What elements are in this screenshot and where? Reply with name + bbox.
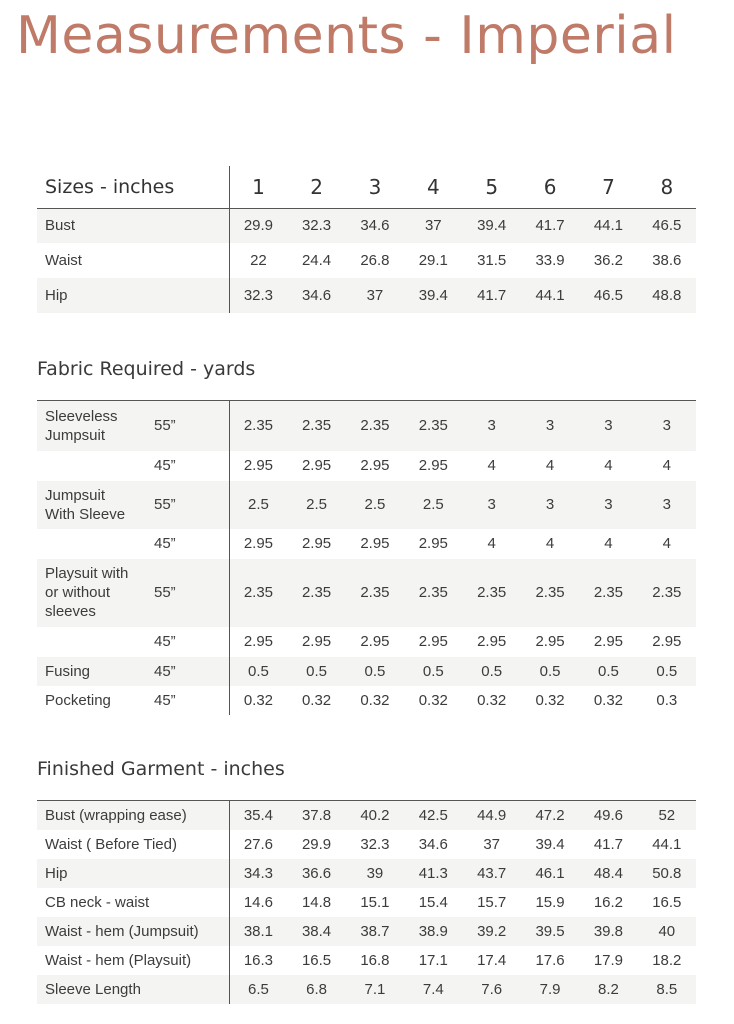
cell-value: 17.4 bbox=[477, 951, 507, 969]
cell-value: 46.5 bbox=[638, 208, 696, 243]
cell-value: 34.6 bbox=[418, 835, 448, 853]
cell-value: 16.5 bbox=[652, 893, 682, 911]
fabric-width: 45” bbox=[146, 686, 229, 715]
fabric-width: 45” bbox=[146, 451, 229, 481]
cell-value: 34.3 bbox=[229, 859, 287, 888]
table-row bbox=[37, 830, 696, 859]
cell-value: 0.5 bbox=[579, 657, 637, 686]
table-row bbox=[37, 946, 696, 975]
row-label: Playsuit with or without sleeves bbox=[37, 559, 146, 627]
cell-value: 32.3 bbox=[287, 208, 345, 243]
cell-value: 0.32 bbox=[593, 691, 624, 709]
cell-value: 4 bbox=[604, 457, 613, 474]
cell-value: 41.7 bbox=[593, 835, 624, 853]
cell-value: 2.35 bbox=[346, 401, 404, 451]
cell-value: 3 bbox=[579, 481, 637, 529]
cell-value: 7.6 bbox=[463, 975, 521, 1004]
cell-value: 3 bbox=[463, 401, 521, 451]
cell-value: 14.8 bbox=[301, 893, 332, 911]
table-row bbox=[37, 859, 696, 888]
cell-value: 39.2 bbox=[463, 917, 521, 946]
cell-value: 0.5 bbox=[287, 657, 345, 686]
cell-value: 29.9 bbox=[229, 208, 287, 243]
cell-value: 15.9 bbox=[535, 893, 565, 911]
page-title: Measurements - Imperial bbox=[16, 6, 677, 66]
cell-value: 0.32 bbox=[535, 691, 565, 709]
table-row bbox=[37, 801, 696, 830]
table-row bbox=[37, 481, 696, 529]
table-row bbox=[37, 657, 696, 686]
table-row bbox=[37, 529, 696, 559]
fabric-width: 55” bbox=[146, 401, 229, 451]
row-label bbox=[37, 451, 146, 481]
cell-value: 2.35 bbox=[521, 559, 579, 627]
cell-value: 38.7 bbox=[346, 917, 404, 946]
cell-value: 2.95 bbox=[243, 457, 274, 474]
size-column-header: 1 bbox=[252, 174, 265, 199]
cell-value: 39.8 bbox=[579, 917, 637, 946]
cell-value: 2.35 bbox=[579, 559, 637, 627]
cell-value: 46.5 bbox=[579, 278, 637, 313]
row-label: Hip bbox=[37, 278, 229, 313]
cell-value: 46.1 bbox=[521, 859, 579, 888]
cell-value: 2.95 bbox=[360, 535, 390, 552]
cell-value: 2.95 bbox=[360, 633, 390, 650]
sizes-table bbox=[37, 166, 696, 313]
cell-value: 17.9 bbox=[593, 951, 624, 969]
row-label bbox=[37, 627, 146, 657]
size-column-header: 4 bbox=[426, 174, 440, 199]
cell-value: 2.95 bbox=[477, 633, 507, 650]
cell-value: 2.35 bbox=[287, 401, 345, 451]
cell-value: 4 bbox=[545, 457, 555, 474]
cell-value: 4 bbox=[662, 535, 671, 552]
cell-value: 40 bbox=[638, 917, 696, 946]
cell-value: 0.32 bbox=[301, 691, 332, 709]
cell-value: 39 bbox=[346, 859, 404, 888]
cell-value: 3 bbox=[638, 481, 696, 529]
cell-value: 16.5 bbox=[301, 951, 332, 969]
fabric-width: 55” bbox=[146, 481, 229, 529]
cell-value: 2.95 bbox=[593, 633, 624, 650]
cell-value: 2.35 bbox=[229, 401, 287, 451]
cell-value: 18.2 bbox=[652, 951, 682, 969]
cell-value: 4 bbox=[604, 535, 613, 552]
cell-value: 15.1 bbox=[360, 893, 390, 911]
cell-value: 24.4 bbox=[301, 252, 332, 269]
cell-value: 0.32 bbox=[418, 691, 448, 709]
cell-value: 41.3 bbox=[404, 859, 462, 888]
cell-value: 37 bbox=[346, 278, 404, 313]
cell-value: 14.6 bbox=[243, 893, 274, 911]
size-column-header: 5 bbox=[485, 174, 499, 199]
cell-value: 2.35 bbox=[346, 559, 404, 627]
cell-value: 4 bbox=[662, 457, 671, 474]
row-label: Sleeveless Jumpsuit bbox=[37, 401, 146, 451]
cell-value: 52 bbox=[638, 801, 696, 830]
cell-value: 3 bbox=[521, 481, 579, 529]
cell-value: 37.8 bbox=[287, 801, 345, 830]
cell-value: 2.95 bbox=[535, 633, 565, 650]
table-row bbox=[37, 278, 696, 313]
row-label: Waist - hem (Jumpsuit) bbox=[37, 917, 229, 946]
row-label: Waist ( Before Tied) bbox=[37, 830, 229, 859]
fabric-width: 45” bbox=[146, 529, 229, 559]
finished-table bbox=[37, 800, 696, 1004]
row-label: Waist - hem (Playsuit) bbox=[37, 946, 229, 975]
cell-value: 2.35 bbox=[287, 559, 345, 627]
row-label: CB neck - waist bbox=[37, 888, 229, 917]
cell-value: 32.3 bbox=[229, 278, 287, 313]
fabric-table bbox=[37, 400, 696, 715]
cell-value: 4 bbox=[545, 535, 555, 552]
cell-value: 39.5 bbox=[521, 917, 579, 946]
cell-value: 17.6 bbox=[535, 951, 565, 969]
cell-value: 42.5 bbox=[404, 801, 462, 830]
cell-value: 44.1 bbox=[652, 835, 682, 853]
cell-value: 0.5 bbox=[346, 657, 404, 686]
cell-value: 0.3 bbox=[656, 691, 678, 709]
cell-value: 4 bbox=[487, 457, 496, 474]
cell-value: 43.7 bbox=[463, 859, 521, 888]
cell-value: 39.4 bbox=[404, 278, 462, 313]
row-label bbox=[37, 529, 146, 559]
cell-value: 2.95 bbox=[418, 535, 448, 552]
cell-value: 3 bbox=[521, 401, 579, 451]
cell-value: 49.6 bbox=[579, 801, 637, 830]
cell-value: 15.7 bbox=[477, 893, 507, 911]
cell-value: 47.2 bbox=[521, 801, 579, 830]
cell-value: 39.4 bbox=[463, 208, 521, 243]
cell-value: 2.95 bbox=[243, 633, 274, 650]
cell-value: 2.95 bbox=[360, 457, 390, 474]
cell-value: 6.8 bbox=[287, 975, 345, 1004]
cell-value: 0.32 bbox=[360, 691, 390, 709]
cell-value: 35.4 bbox=[229, 801, 287, 830]
cell-value: 2.5 bbox=[404, 481, 462, 529]
cell-value: 0.5 bbox=[229, 657, 287, 686]
cell-value: 26.8 bbox=[360, 252, 390, 269]
cell-value: 40.2 bbox=[346, 801, 404, 830]
cell-value: 0.5 bbox=[463, 657, 521, 686]
row-label: Bust (wrapping ease) bbox=[37, 801, 229, 830]
cell-value: 22 bbox=[250, 252, 267, 269]
cell-value: 38.1 bbox=[229, 917, 287, 946]
fabric-width: 45” bbox=[146, 627, 229, 657]
cell-value: 2.35 bbox=[463, 559, 521, 627]
sizes-header-row bbox=[37, 166, 696, 208]
cell-value: 17.1 bbox=[418, 951, 448, 969]
cell-value: 2.95 bbox=[301, 457, 332, 474]
cell-value: 2.95 bbox=[301, 633, 332, 650]
cell-value: 37 bbox=[483, 835, 501, 853]
table-row bbox=[37, 208, 696, 243]
cell-value: 0.32 bbox=[477, 691, 507, 709]
cell-value: 2.95 bbox=[418, 457, 448, 474]
cell-value: 2.5 bbox=[346, 481, 404, 529]
cell-value: 16.2 bbox=[593, 893, 624, 911]
table-row bbox=[37, 401, 696, 451]
sizes-header-label: Sizes - inches bbox=[37, 166, 229, 208]
cell-value: 44.1 bbox=[521, 278, 579, 313]
table-row bbox=[37, 686, 696, 715]
cell-value: 29.1 bbox=[418, 252, 448, 269]
cell-value: 8.5 bbox=[638, 975, 696, 1004]
table-row bbox=[37, 559, 696, 627]
cell-value: 2.5 bbox=[287, 481, 345, 529]
cell-value: 44.1 bbox=[579, 208, 637, 243]
cell-value: 36.2 bbox=[593, 252, 624, 269]
cell-value: 34.6 bbox=[346, 208, 404, 243]
size-column-header: 8 bbox=[660, 174, 674, 199]
table-row bbox=[37, 888, 696, 917]
cell-value: 2.95 bbox=[418, 633, 448, 650]
cell-value: 29.9 bbox=[301, 835, 332, 853]
cell-value: 44.9 bbox=[463, 801, 521, 830]
cell-value: 2.35 bbox=[404, 559, 462, 627]
table-row bbox=[37, 243, 696, 278]
cell-value: 48.4 bbox=[579, 859, 637, 888]
cell-value: 2.35 bbox=[638, 559, 696, 627]
row-label: Sleeve Length bbox=[37, 975, 229, 1004]
table-row bbox=[37, 451, 696, 481]
table-row bbox=[37, 917, 696, 946]
table-row bbox=[37, 975, 696, 1004]
cell-value: 16.3 bbox=[243, 951, 274, 969]
finished-section-title: Finished Garment - inches bbox=[37, 758, 285, 780]
cell-value: 2.95 bbox=[301, 535, 332, 552]
cell-value: 6.5 bbox=[229, 975, 287, 1004]
cell-value: 0.32 bbox=[243, 691, 274, 709]
cell-value: 2.35 bbox=[404, 401, 462, 451]
cell-value: 50.8 bbox=[638, 859, 696, 888]
cell-value: 15.4 bbox=[418, 893, 448, 911]
cell-value: 2.95 bbox=[652, 633, 682, 650]
cell-value: 0.5 bbox=[521, 657, 579, 686]
size-column-header: 7 bbox=[602, 174, 615, 199]
row-label: Pocketing bbox=[45, 691, 111, 709]
cell-value: 7.4 bbox=[404, 975, 462, 1004]
cell-value: 37 bbox=[404, 208, 462, 243]
cell-value: 34.6 bbox=[287, 278, 345, 313]
cell-value: 7.9 bbox=[521, 975, 579, 1004]
cell-value: 31.5 bbox=[477, 252, 507, 269]
cell-value: 38.4 bbox=[287, 917, 345, 946]
cell-value: 4 bbox=[487, 535, 496, 552]
row-label: Bust bbox=[37, 208, 229, 243]
cell-value: 36.6 bbox=[287, 859, 345, 888]
size-column-header: 6 bbox=[543, 174, 557, 199]
cell-value: 0.5 bbox=[404, 657, 462, 686]
cell-value: 32.3 bbox=[360, 835, 390, 853]
cell-value: 27.6 bbox=[243, 835, 274, 853]
cell-value: 16.8 bbox=[360, 951, 390, 969]
cell-value: 7.1 bbox=[346, 975, 404, 1004]
cell-value: 48.8 bbox=[638, 278, 696, 313]
row-label: Jumpsuit With Sleeve bbox=[37, 481, 146, 529]
cell-value: 41.7 bbox=[521, 208, 579, 243]
cell-value: 0.5 bbox=[638, 657, 696, 686]
row-label: Fusing bbox=[37, 657, 146, 686]
cell-value: 2.35 bbox=[229, 559, 287, 627]
row-label: Hip bbox=[37, 859, 229, 888]
row-label: Waist bbox=[37, 243, 229, 278]
cell-value: 3 bbox=[638, 401, 696, 451]
size-column-header: 2 bbox=[310, 174, 323, 199]
cell-value: 41.7 bbox=[463, 278, 521, 313]
cell-value: 2.95 bbox=[243, 535, 274, 552]
fabric-section-title: Fabric Required - yards bbox=[37, 358, 256, 380]
cell-value: 39.4 bbox=[535, 835, 565, 853]
cell-value: 8.2 bbox=[579, 975, 637, 1004]
cell-value: 33.9 bbox=[535, 252, 565, 269]
cell-value: 38.9 bbox=[404, 917, 462, 946]
size-column-header: 3 bbox=[368, 174, 382, 199]
cell-value: 3 bbox=[579, 401, 637, 451]
fabric-width: 45” bbox=[146, 657, 229, 686]
cell-value: 38.6 bbox=[652, 252, 682, 269]
fabric-width: 55” bbox=[146, 559, 229, 627]
cell-value: 3 bbox=[463, 481, 521, 529]
cell-value: 2.5 bbox=[229, 481, 287, 529]
table-row bbox=[37, 627, 696, 657]
